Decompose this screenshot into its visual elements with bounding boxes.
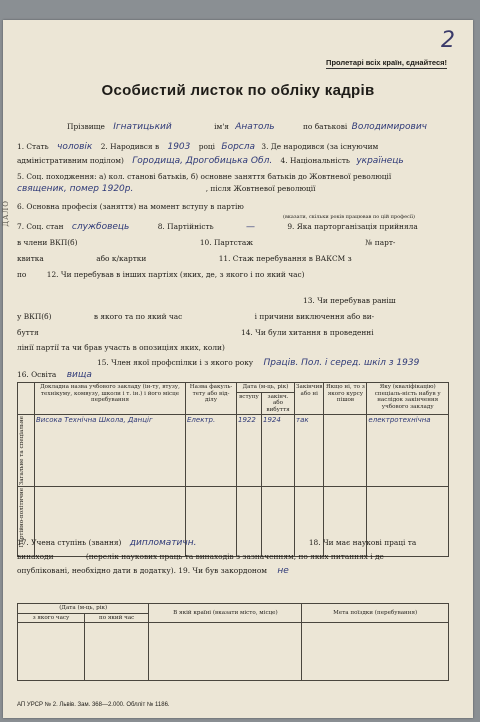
birth-year-value: 1903 [167,142,191,152]
edu-finished-value: так [295,415,324,487]
birth-region-value: Городища, Дрогобицька Обл. [132,156,273,166]
union-value: Праців. Пол. і серед. шкіл з 1939 [263,358,420,368]
line-social-status: 7. Соц. стан службовець 8. Партійність — 9. Яка парторганізація прийняла [17,222,418,232]
line-father: священик, помер 1920р. , після Жовтневої революції [17,184,316,194]
edu-header-date: Дата (м-ць, рік) [237,383,295,393]
line-profession: 6. Основна професія (заняття) на момент вступу в партію [17,202,244,211]
edu-header-faculty: Назва факуль-тету або від-ділу [186,383,237,415]
patronymic-value: Володимирович [351,122,427,132]
profession-note: (вказати, скільки років працював по цій професії) [283,214,415,220]
trav-header-from: з якого часу [18,613,85,623]
surname-value: Ігнатицький [113,122,172,132]
form-title: Особистий листок по обліку кадрів [101,82,375,99]
line-wavering: буття 14. Чи були хитання в проведенні [17,328,374,337]
line-expulsion: у ВКП(б) в якого та по який час і причини виключення або ви- [17,312,375,321]
edu-header-finished: Закінчив або ні [295,383,324,415]
sex-value: чоловік [57,142,93,152]
edu-faculty-value: Електр. [186,415,237,487]
line-social-origin: 5. Соц. походження: а) кол. станові батьків, б) основне заняття батьків до Жовтневої революції [17,172,392,181]
edu-header-date-end: закінч. або вибуття [262,392,295,415]
margin-stamp: ДАЛО [2,200,10,227]
line-abroad: опубліковані, необхідно дати в додатку). 19. Чи був закордоном не [17,566,289,576]
birth-village-value: Борсла [221,142,256,152]
trav-header-purpose: Мета поїздки (перебування) [302,604,449,623]
trav-header-country: В якій країні (вказати місто, місце) [149,604,302,623]
edu-start-value: 1922 [237,415,262,487]
line-birthplace-nationality: адміністративним поділом) Городища, Дрогобицька Обл. 4. Національність українець [17,156,404,166]
social-status-value: службовець [71,222,130,232]
line-party-admission: в члени ВКП(б) 10. Партстаж № парт- [17,238,396,247]
edu-header-date-start: вступу [237,392,262,415]
line-education: 16. Освіта вища [17,370,92,380]
nationality-value: українець [356,156,404,166]
first-name-value: Анатоль [235,122,275,132]
line-sex-birth: 1. Стать чоловік 2. Народився в 1903 році Борсла 3. Де народився (за існуючим [17,142,379,152]
line-party-card: квитка або к/картки 11. Стаж перебування в ВАКСМ з [17,254,352,263]
print-footer: АП УРСР № 2. Львів. Зам. 368—2.000. Обллiт № 1186. [17,702,170,708]
edu-course-value [324,415,367,487]
edu-header-speciality: Яку (кваліфікацію) спеціаль-ність набув у наслідок закінчення учбового закладу [367,383,449,415]
line-union: 15. Член якої профспілки і з якого року Праців. Пол. і серед. шкіл з 1939 [97,358,420,368]
trav-header-date: (Дата (м-ць, рік) [18,604,149,614]
travel-table [17,603,449,681]
party-value: — [245,222,255,232]
motto: Пролетарі всіх країн, єднайтеся! [326,58,447,67]
name-line: Прізвище Ігнатицький ім'я Анатоль по батькові Володимирович [67,122,427,132]
personnel-record-sheet [3,20,473,718]
edu-section-party: Партійно-політичне [18,487,35,557]
edu-end-value: 1924 [262,415,295,487]
edu-institution-value: Висока Технічна Школа, Данціг [35,415,186,487]
father-occupation-value: священик, помер 1920р. [17,184,134,194]
edu-header-institution: Докладна назва учбового закладу (ін-ту, втузу, технікуму, комвузу, школи і т. ін.) і його місце перебування [35,383,186,415]
degree-value: дипломатичн. [129,538,197,548]
trav-header-to: по який час [84,613,148,623]
corner-mark: 2 [441,28,455,53]
education-value: вища [66,370,92,380]
line-other-parties: по 12. Чи перебував в інших партіях (яких, де, з якого і по який час) [17,270,305,279]
line-degree: 17. Учена ступінь (звання) дипломатичн. 18. Чи має наукові праці та [17,538,417,548]
edu-speciality-value: електротехнічна [367,415,449,487]
abroad-value: не [277,566,289,576]
line-opposition: лінії партії та чи брав участь в опозиціях яких, коли) [17,343,225,352]
education-table [17,382,449,557]
edu-section-general: Загальне та спеціальне [18,415,35,487]
line-inventions: винаходи (перелік наукових праць та винаходів з зазначенням, по яких питаннях і де [17,552,384,561]
edu-header-course: Якщо ні, то з якого курсу пішов [324,383,367,415]
line-earlier-membership: 13. Чи перебував раніш [303,296,396,305]
